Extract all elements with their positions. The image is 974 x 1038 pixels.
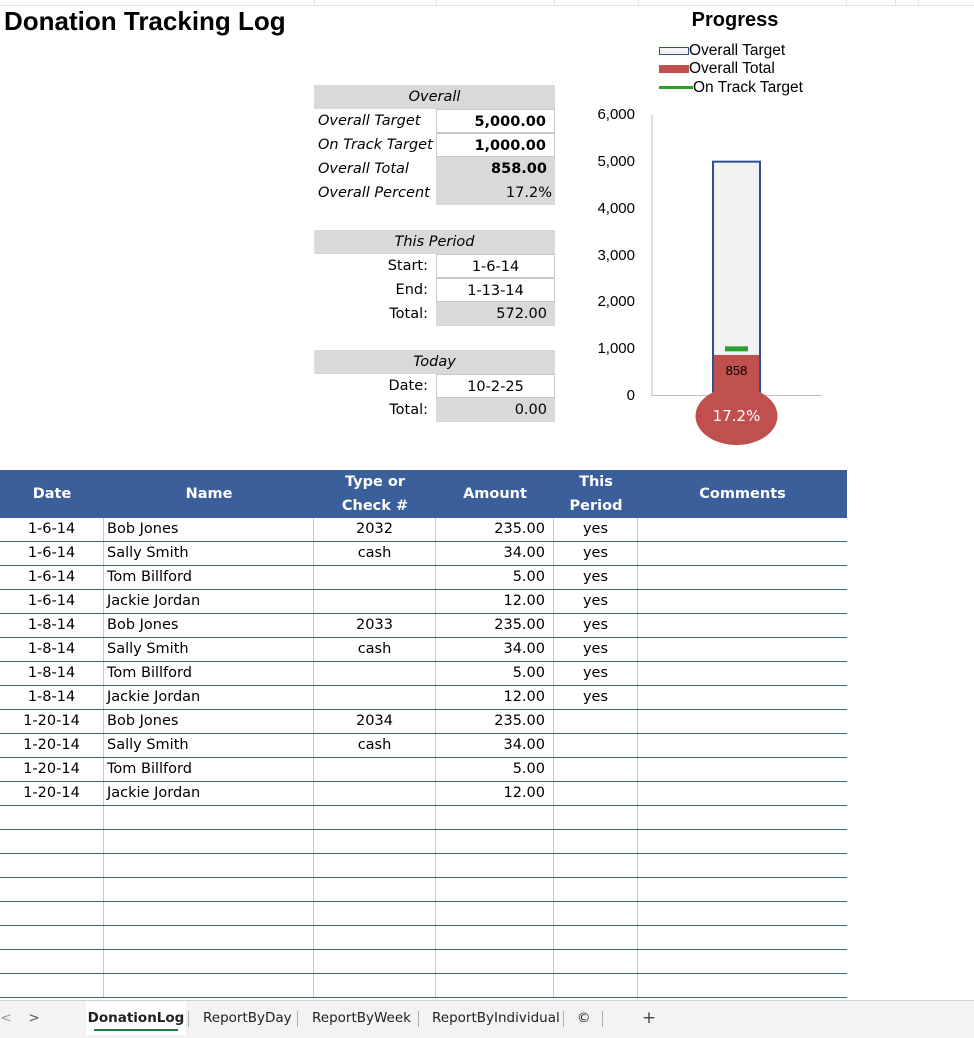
cell-date[interactable]: 1-6-14 <box>0 518 104 541</box>
cell-name[interactable] <box>104 974 314 997</box>
cell-amount[interactable]: 34.00 <box>436 734 554 757</box>
cell-period[interactable] <box>554 710 638 733</box>
chevron-right-icon[interactable]: > <box>28 1010 40 1026</box>
cell-period[interactable] <box>554 974 638 997</box>
cell-name[interactable]: Tom Billford <box>104 662 314 685</box>
table-row <box>0 878 847 902</box>
cell-period[interactable]: yes <box>554 686 638 709</box>
cell-comments[interactable] <box>638 518 847 541</box>
cell-name[interactable] <box>104 830 314 853</box>
cell-date[interactable] <box>0 878 104 901</box>
cell-comments[interactable] <box>638 734 847 757</box>
cell-comments[interactable] <box>638 686 847 709</box>
cell-type[interactable] <box>314 878 436 901</box>
cell-comments[interactable] <box>638 902 847 925</box>
cell-date[interactable] <box>0 830 104 853</box>
cell-amount[interactable] <box>436 926 554 949</box>
period-end-value[interactable]: 1-13-14 <box>436 278 555 302</box>
cell-period[interactable]: yes <box>554 542 638 565</box>
cell-date[interactable]: 1-6-14 <box>0 566 104 589</box>
table-row <box>0 902 847 926</box>
cell-name[interactable] <box>104 926 314 949</box>
tab-divider <box>602 1011 603 1027</box>
period-end-label: End: <box>395 282 428 298</box>
cell-period[interactable]: yes <box>554 590 638 613</box>
cell-date[interactable]: 1-8-14 <box>0 638 104 661</box>
legend-swatch-total <box>659 65 689 73</box>
data-label-percent: 17.2% <box>712 407 761 425</box>
legend-label: On Track Target <box>693 79 803 96</box>
y-tick-label: 2,000 <box>597 293 635 311</box>
overall-percent-value[interactable]: 17.2% <box>436 181 555 205</box>
cell-amount[interactable]: 34.00 <box>436 638 554 661</box>
cell-name[interactable]: Tom Billford <box>104 758 314 781</box>
table-row <box>0 950 847 974</box>
tab-label: DonationLog <box>87 1010 185 1026</box>
tab-divider <box>418 1011 419 1027</box>
tab-reportbyday[interactable]: ReportByDay <box>203 1010 292 1026</box>
table-row <box>0 830 847 854</box>
cell-comments[interactable] <box>638 854 847 877</box>
chart-title: Progress <box>691 9 779 31</box>
cell-amount[interactable]: 235.00 <box>436 614 554 637</box>
table-row <box>0 926 847 950</box>
cell-period[interactable]: yes <box>554 518 638 541</box>
cell-comments[interactable] <box>638 926 847 949</box>
cell-name[interactable]: Sally Smith <box>104 542 314 565</box>
y-tick-label: 1,000 <box>597 340 635 358</box>
cell-date[interactable]: 1-20-14 <box>0 782 104 805</box>
cell-name[interactable] <box>104 950 314 973</box>
cell-name[interactable]: Jackie Jordan <box>104 782 314 805</box>
cell-amount[interactable]: 235.00 <box>436 518 554 541</box>
table-row <box>0 686 847 710</box>
cell-amount[interactable]: 12.00 <box>436 686 554 709</box>
cell-period[interactable] <box>554 734 638 757</box>
cell-date[interactable] <box>0 974 104 997</box>
cell-amount[interactable] <box>436 830 554 853</box>
col-header-type[interactable] <box>314 470 436 518</box>
cell-type[interactable] <box>314 662 436 685</box>
cell-period[interactable] <box>554 854 638 877</box>
cell-type[interactable] <box>314 758 436 781</box>
tab-reportbyindividual[interactable]: ReportByIndividual <box>432 1010 560 1026</box>
cell-amount[interactable] <box>436 878 554 901</box>
cell-amount[interactable] <box>436 950 554 973</box>
table-row <box>0 854 847 878</box>
tab-divider <box>563 1011 564 1027</box>
legend-item-on-track-target <box>659 79 803 97</box>
cell-comments[interactable] <box>638 590 847 613</box>
table-row <box>0 758 847 782</box>
today-total-value[interactable]: 0.00 <box>436 398 555 422</box>
legend-swatch-target <box>659 47 689 55</box>
table-row <box>0 566 847 590</box>
cell-period[interactable] <box>554 782 638 805</box>
data-label-total: 858 <box>725 362 748 378</box>
cell-period[interactable] <box>554 878 638 901</box>
cell-name[interactable]: Sally Smith <box>104 638 314 661</box>
y-tick-label: 6,000 <box>597 106 635 123</box>
cell-amount[interactable] <box>436 806 554 829</box>
cell-comments[interactable] <box>638 830 847 853</box>
cell-date[interactable]: 1-6-14 <box>0 590 104 613</box>
add-sheet-button[interactable]: + <box>641 1008 657 1028</box>
cell-name[interactable] <box>104 806 314 829</box>
y-tick-label: 3,000 <box>597 246 635 264</box>
cell-name[interactable]: Jackie Jordan <box>104 590 314 613</box>
cell-date[interactable] <box>0 854 104 877</box>
cell-type[interactable] <box>314 686 436 709</box>
col-header-period-line2: Period <box>569 498 623 514</box>
cell-date[interactable] <box>0 926 104 949</box>
y-tick-label: 4,000 <box>597 199 635 217</box>
cell-name[interactable]: Jackie Jordan <box>104 686 314 709</box>
table-row <box>0 518 847 542</box>
cell-comments[interactable] <box>638 974 847 997</box>
cell-comments[interactable] <box>638 782 847 805</box>
cell-amount[interactable]: 5.00 <box>436 566 554 589</box>
cell-comments[interactable] <box>638 950 847 973</box>
cell-name[interactable]: Bob Jones <box>104 518 314 541</box>
cell-date[interactable]: 1-8-14 <box>0 686 104 709</box>
cell-period[interactable] <box>554 950 638 973</box>
overall-target-value[interactable]: 5,000.00 <box>436 109 555 133</box>
active-tab-underline <box>94 1029 178 1031</box>
cell-amount[interactable] <box>436 974 554 997</box>
today-date-label: Date: <box>388 378 428 394</box>
cell-type[interactable] <box>314 974 436 997</box>
cell-date[interactable]: 1-8-14 <box>0 662 104 685</box>
table-row <box>0 974 847 998</box>
cell-comments[interactable] <box>638 710 847 733</box>
table-row <box>0 782 847 806</box>
period-total-label: Total: <box>389 306 428 322</box>
tab-copyright[interactable]: © <box>577 1010 591 1026</box>
page-title: Donation Tracking Log <box>4 6 286 36</box>
cell-name[interactable]: Tom Billford <box>104 566 314 589</box>
today-date-value[interactable]: 10-2-25 <box>436 374 555 398</box>
cell-comments[interactable] <box>638 638 847 661</box>
cell-comments[interactable] <box>638 566 847 589</box>
period-start-label: Start: <box>387 258 428 274</box>
today-summary <box>314 350 555 424</box>
overall-total-label: Overall Total <box>318 161 409 177</box>
cell-name[interactable]: Sally Smith <box>104 734 314 757</box>
overall-percent-label: Overall Percent <box>318 185 430 201</box>
cell-comments[interactable] <box>638 806 847 829</box>
cell-name[interactable] <box>104 854 314 877</box>
tab-divider <box>188 1011 189 1027</box>
cell-period[interactable] <box>554 830 638 853</box>
cell-name[interactable] <box>104 878 314 901</box>
cell-name[interactable] <box>104 902 314 925</box>
table-row <box>0 638 847 662</box>
legend-item-overall-target <box>659 42 785 60</box>
table-row <box>0 542 847 566</box>
on-track-target-label: On Track Target <box>318 137 433 153</box>
cell-type[interactable]: cash <box>314 542 436 565</box>
y-tick-label: 5,000 <box>597 152 635 170</box>
cell-type[interactable]: 2034 <box>314 710 436 733</box>
cell-date[interactable]: 1-20-14 <box>0 734 104 757</box>
cell-type[interactable]: cash <box>314 638 436 661</box>
col-header-period-line1: This <box>579 474 613 490</box>
overall-target-label: Overall Target <box>318 113 421 129</box>
cell-period[interactable]: yes <box>554 566 638 589</box>
col-header-date[interactable]: Date <box>32 486 72 502</box>
cell-amount[interactable]: 34.00 <box>436 542 554 565</box>
cell-name[interactable]: Bob Jones <box>104 614 314 637</box>
col-header-comments[interactable]: Comments <box>699 486 786 502</box>
today-header: Today <box>314 350 555 374</box>
cell-period[interactable] <box>554 758 638 781</box>
legend-label: Overall Target <box>689 42 786 59</box>
legend-item-overall-total <box>659 60 775 78</box>
cell-amount[interactable]: 5.00 <box>436 758 554 781</box>
cell-type[interactable]: 2032 <box>314 518 436 541</box>
cell-comments[interactable] <box>638 878 847 901</box>
marker-on-track-target <box>725 346 748 351</box>
cell-type[interactable] <box>314 566 436 589</box>
cell-type[interactable]: 2033 <box>314 614 436 637</box>
cell-type[interactable] <box>314 782 436 805</box>
cell-amount[interactable]: 5.00 <box>436 662 554 685</box>
table-row <box>0 710 847 734</box>
tab-divider <box>297 1011 298 1027</box>
cell-comments[interactable] <box>638 542 847 565</box>
cell-type[interactable] <box>314 590 436 613</box>
cell-period[interactable] <box>554 902 638 925</box>
cell-date[interactable] <box>0 806 104 829</box>
period-total-value[interactable]: 572.00 <box>436 302 555 326</box>
tab-donationlog[interactable] <box>86 1001 186 1035</box>
cell-comments[interactable] <box>638 614 847 637</box>
legend-swatch-on-track <box>659 86 693 89</box>
cell-type[interactable] <box>314 926 436 949</box>
cell-amount[interactable]: 12.00 <box>436 782 554 805</box>
col-header-name[interactable]: Name <box>185 486 233 502</box>
legend-label: Overall Total <box>689 60 775 77</box>
period-header: This Period <box>314 230 555 254</box>
cell-type[interactable] <box>314 854 436 877</box>
cell-comments[interactable] <box>638 662 847 685</box>
table-row <box>0 734 847 758</box>
overall-summary <box>314 85 555 207</box>
cell-type[interactable] <box>314 950 436 973</box>
cell-date[interactable] <box>0 902 104 925</box>
cell-amount[interactable] <box>436 902 554 925</box>
cell-comments[interactable] <box>638 758 847 781</box>
cell-name[interactable]: Bob Jones <box>104 710 314 733</box>
cell-period[interactable]: yes <box>554 638 638 661</box>
table-header <box>0 470 847 518</box>
col-header-type-line2: Check # <box>341 498 409 514</box>
sheet-tab-bar <box>0 1000 974 1038</box>
table-row <box>0 662 847 686</box>
chart-legend <box>659 42 859 98</box>
y-tick-label: 0 <box>626 387 635 404</box>
cell-date[interactable]: 1-20-14 <box>0 710 104 733</box>
table-row <box>0 614 847 638</box>
cell-amount[interactable]: 12.00 <box>436 590 554 613</box>
period-start-value[interactable]: 1-6-14 <box>436 254 555 278</box>
cell-date[interactable] <box>0 950 104 973</box>
cell-type[interactable] <box>314 806 436 829</box>
col-header-type-line1: Type or <box>345 474 405 490</box>
cell-period[interactable]: yes <box>554 614 638 637</box>
cell-type[interactable] <box>314 830 436 853</box>
cell-type[interactable] <box>314 902 436 925</box>
on-track-target-value[interactable]: 1,000.00 <box>436 133 555 157</box>
col-header-amount[interactable]: Amount <box>463 486 527 502</box>
cell-amount[interactable] <box>436 854 554 877</box>
progress-chart <box>640 100 840 450</box>
cell-period[interactable] <box>554 806 638 829</box>
tab-reportbyweek[interactable]: ReportByWeek <box>312 1010 411 1026</box>
period-summary <box>314 230 555 328</box>
table-row <box>0 590 847 614</box>
cell-date[interactable]: 1-8-14 <box>0 614 104 637</box>
cell-date[interactable]: 1-20-14 <box>0 758 104 781</box>
table-row <box>0 806 847 830</box>
overall-header: Overall <box>314 85 555 109</box>
cell-period[interactable] <box>554 926 638 949</box>
today-total-label: Total: <box>389 402 428 418</box>
cell-period[interactable]: yes <box>554 662 638 685</box>
chevron-left-icon[interactable]: < <box>0 1010 12 1026</box>
overall-total-value[interactable]: 858.00 <box>436 157 555 181</box>
cell-type[interactable]: cash <box>314 734 436 757</box>
cell-date[interactable]: 1-6-14 <box>0 542 104 565</box>
col-header-period[interactable] <box>554 470 638 518</box>
cell-amount[interactable]: 235.00 <box>436 710 554 733</box>
